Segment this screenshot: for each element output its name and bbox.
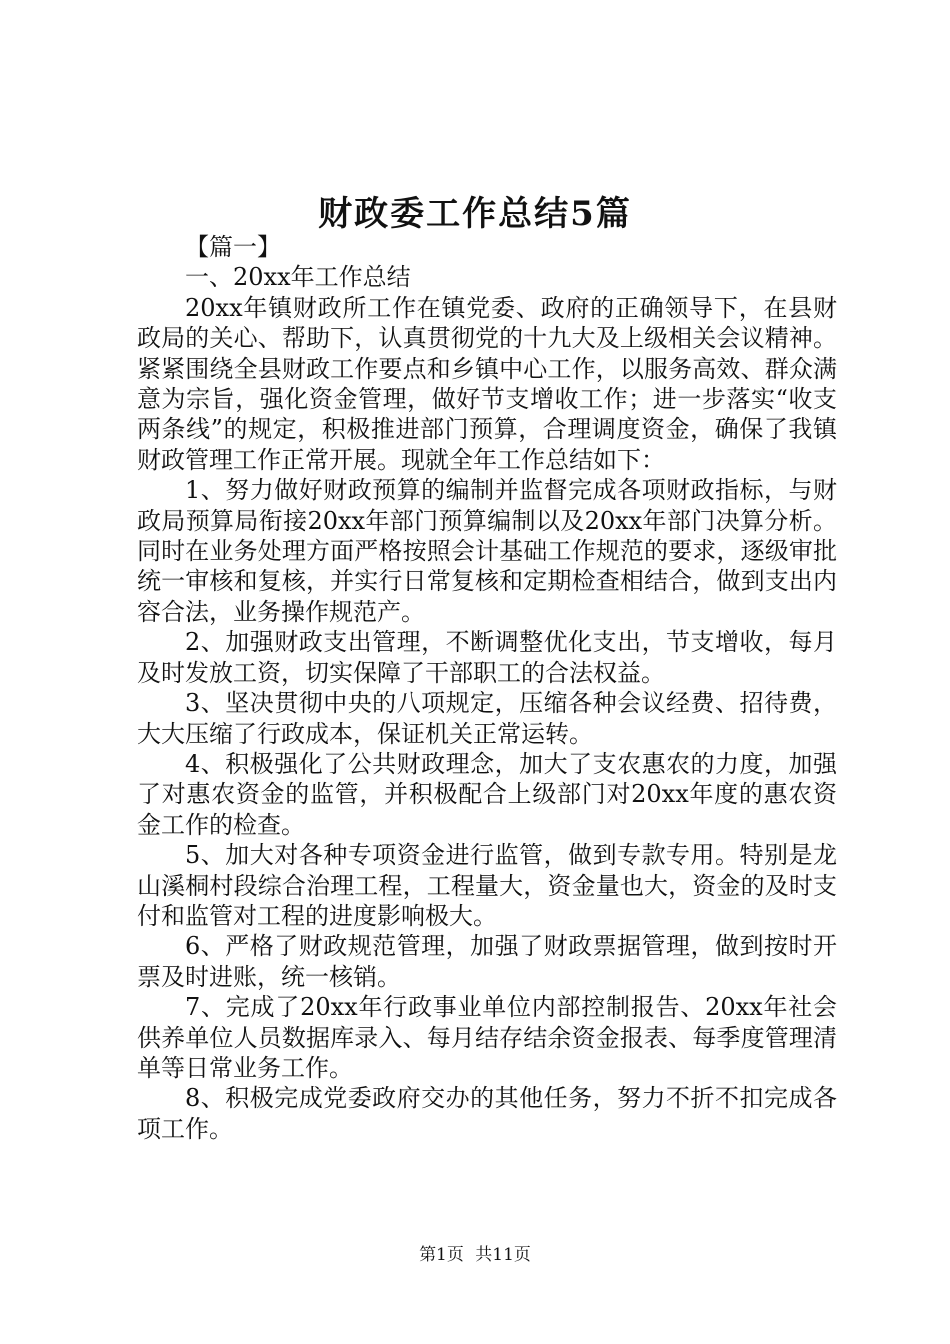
- paragraph-item-3: 3、坚决贯彻中央的八项规定，压缩各种会议经费、招待费，大大压缩了行政成本，保证机关正常运转。: [137, 689, 837, 748]
- page-footer: [0, 1240, 950, 1265]
- paragraph-item-7: 7、完成了20xx年行政事业单位内部控制报告、20xx年社会供养单位人员数据库录入、每月结存结余资金报表、每季度管理清单等日常业务工作。: [137, 993, 837, 1082]
- page-number: 第1页: [419, 1245, 464, 1265]
- document-title: 财政委工作总结5篇: [318, 194, 632, 234]
- paragraph-item-1: 1、努力做好财政预算的编制并监督完成各项财政指标，与财政局预算局衔接20xx年部门预算编制以及20xx年部门决算分析。同时在业务处理方面严格按照会计基础工作规范的要求，逐级审批统一审核和复核，并实行日常复核和定期检查相结合，做到支出内容合法，业务操作规范产。: [137, 476, 837, 626]
- paragraph-item-6: 6、严格了财政规范管理，加强了财政票据管理，做到按时开票及时进账，统一核销。: [137, 932, 837, 991]
- subsection-heading: 一、20xx年工作总结: [185, 263, 411, 292]
- section-heading: 【篇一】: [185, 233, 281, 261]
- paragraph-item-8: 8、积极完成党委政府交办的其他任务，努力不折不扣完成各项工作。: [137, 1084, 837, 1143]
- paragraph-item-2: 2、加强财政支出管理，不断调整优化支出，节支增收，每月及时发放工资，切实保障了干部职工的合法权益。: [137, 628, 837, 687]
- paragraph-item-4: 4、积极强化了公共财政理念，加大了支农惠农的力度，加强了对惠农资金的监管，并积极配合上级部门对20xx年度的惠农资金工作的检查。: [137, 749, 837, 839]
- page-total: 共11页: [475, 1245, 531, 1265]
- document-body: [137, 232, 837, 1144]
- paragraph-intro: 20xx年镇财政所工作在镇党委、政府的正确领导下，在县财政局的关心、帮助下，认真贯彻党的十九大及上级相关会议精神。紧紧围绕全县财政工作要点和乡镇中心工作，以服务高效、群众满意为宗旨，强化资金管理，做好节支增收工作；进一步落实“收支两条线”的规定，积极推进部门预算，合理调度资金，确保了我镇财政管理工作正常开展。现就全年工作总结如下：: [137, 293, 837, 474]
- paragraph-item-5: 5、加大对各种专项资金进行监管，做到专款专用。特别是龙山溪桐村段综合治理工程，工程量大，资金量也大，资金的及时支付和监管对工程的进度影响极大。: [137, 841, 837, 930]
